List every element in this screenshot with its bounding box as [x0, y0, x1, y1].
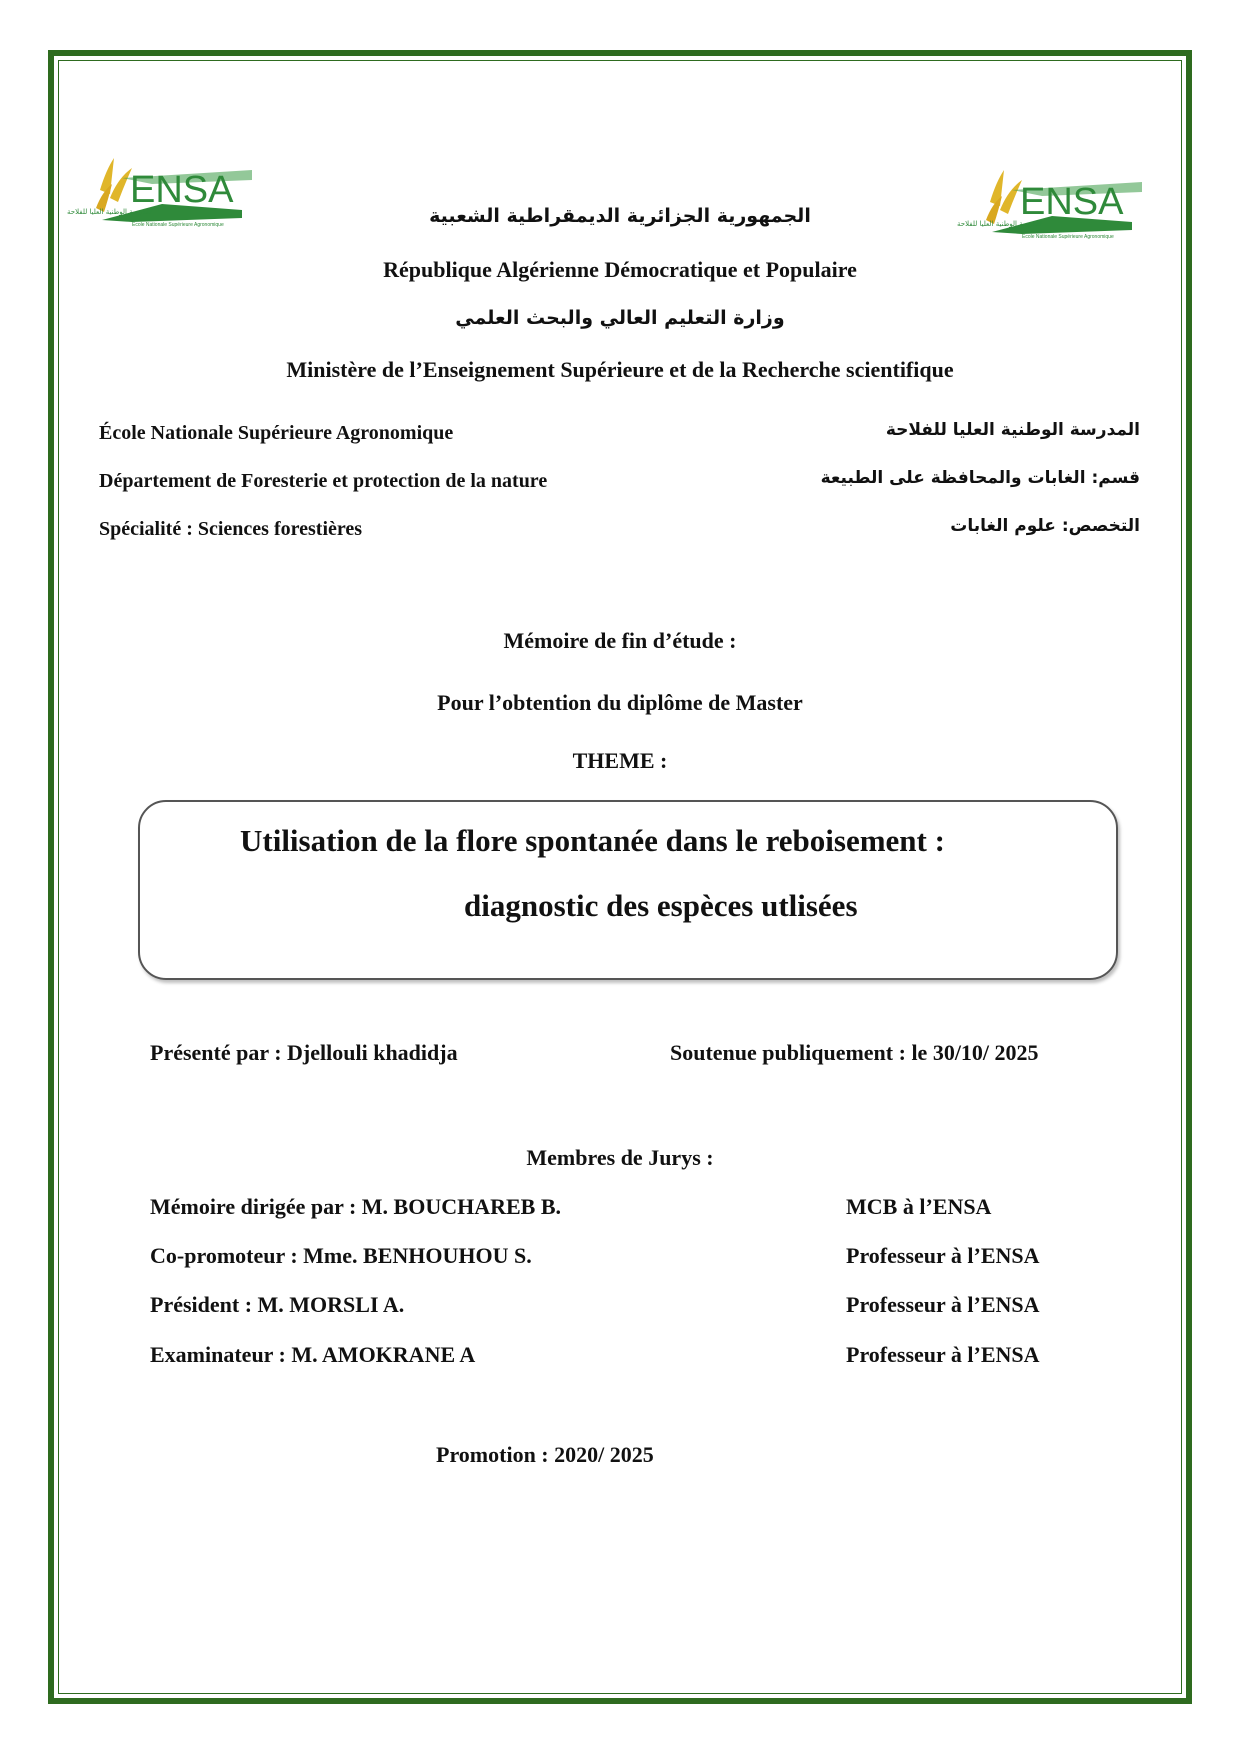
presented-by: Présenté par : Djellouli khadidja: [150, 1040, 458, 1065]
jury-member-title: MCB à l’ENSA: [846, 1194, 992, 1219]
logo-left-subtitle-ar: المدرسة الوطنية العليا للفلاحة: [67, 208, 154, 216]
memoire-purpose: Pour l’obtention du diplôme de Master: [437, 690, 803, 715]
republic-french: République Algérienne Démocratique et Populaire: [383, 257, 857, 282]
promotion: Promotion : 2020/ 2025: [436, 1442, 654, 1467]
logo-right-subtitle-ar: المدرسة الوطنية العليا للفلاحة: [957, 220, 1044, 228]
theme-line-1: Utilisation de la flore spontanée dans le reboisement :: [240, 823, 945, 858]
logo-right-text: ENSA: [1020, 181, 1124, 223]
ministry-arabic: وزارة التعليم العالي والبحث العلمي: [455, 307, 785, 329]
jury-member-role: Mémoire dirigée par : M. BOUCHAREB B.: [150, 1194, 562, 1219]
department-arabic: قسم: الغابات والمحافظة على الطبيعة: [820, 468, 1140, 488]
ministry-french: Ministère de l’Enseignement Supérieure et de la Recherche scientifique: [286, 357, 954, 382]
republic-arabic: الجمهورية الجزائرية الديمقراطية الشعبية: [429, 205, 811, 227]
department-french: Département de Foresterie et protection de la nature: [99, 470, 548, 492]
specialty-french: Spécialité : Sciences forestières: [99, 518, 363, 540]
jury-member-role: Co-promoteur : Mme. BENHOUHOU S.: [150, 1243, 532, 1268]
memoire-title: Mémoire de fin d’étude :: [503, 628, 737, 653]
jury-member-role: Examinateur : M. AMOKRANE A: [150, 1342, 476, 1367]
jury-member-title: Professeur à l’ENSA: [846, 1243, 1040, 1268]
school-arabic: المدرسة الوطنية العليا للفلاحة: [885, 420, 1140, 440]
specialty-arabic: التخصص: علوم الغابات: [950, 516, 1140, 536]
theme-line-2: diagnostic des espèces utlisées: [464, 888, 858, 923]
logo-left-text: ENSA: [130, 169, 234, 211]
school-french: École Nationale Supérieure Agronomique: [99, 422, 454, 444]
logo-right-subtitle-fr: Ecole Nationale Supérieure Agronomique: [1022, 234, 1114, 240]
jury-member-title: Professeur à l’ENSA: [846, 1292, 1040, 1317]
jury-member-title: Professeur à l’ENSA: [846, 1342, 1040, 1367]
logo-left-subtitle-fr: Ecole Nationale Supérieure Agronomique: [132, 222, 224, 228]
jury-heading: Membres de Jurys :: [526, 1145, 714, 1170]
theme-label: THEME :: [572, 748, 668, 773]
jury-member-role: Président : M. MORSLI A.: [150, 1292, 405, 1317]
defense-date: Soutenue publiquement : le 30/10/ 2025: [670, 1040, 1039, 1065]
